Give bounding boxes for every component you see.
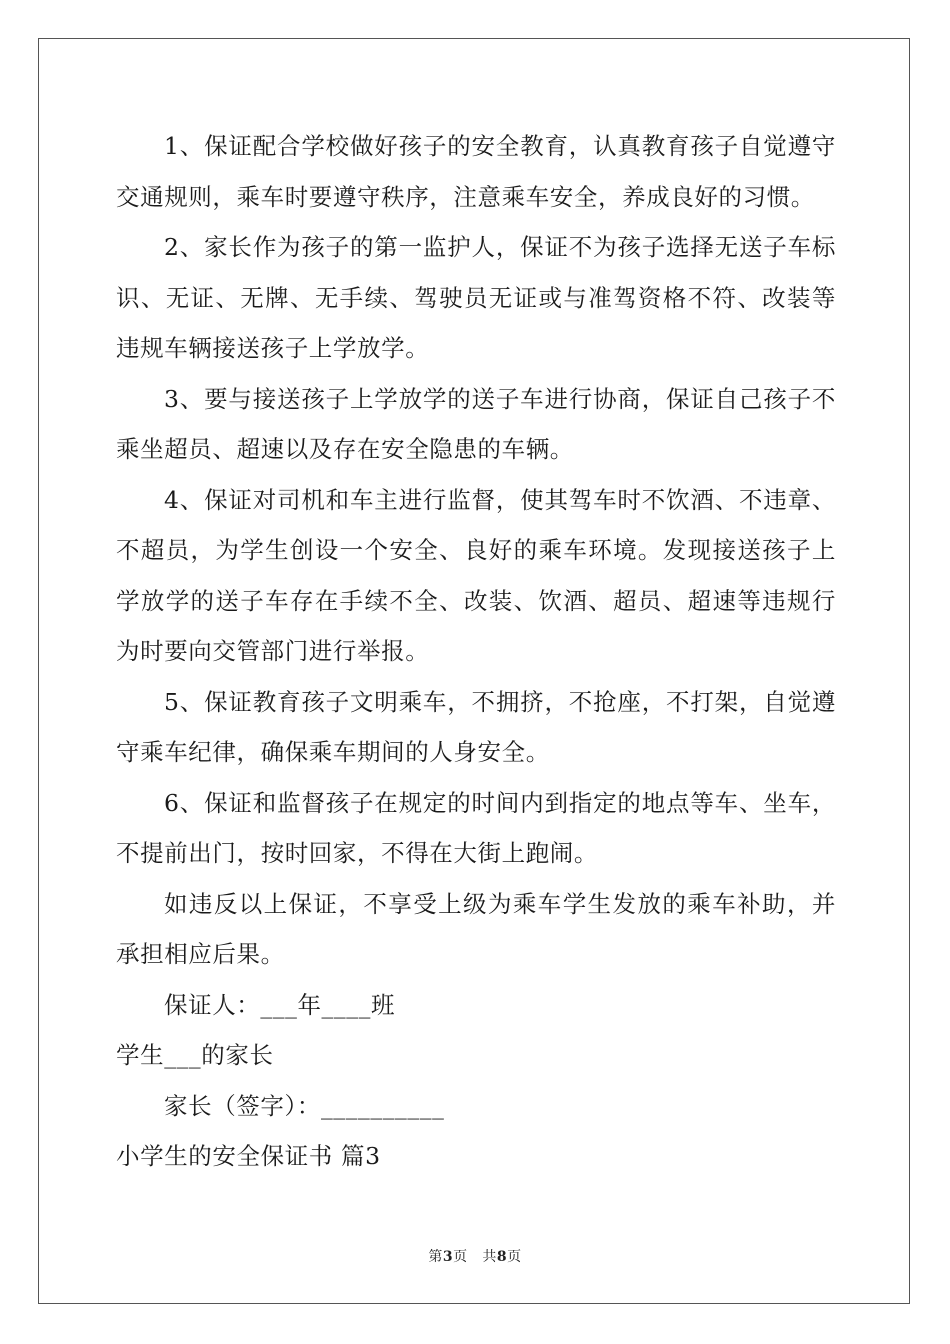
page-unit: 页 — [453, 1249, 468, 1265]
total-prefix: 共 — [482, 1249, 497, 1265]
parent-signature-line: 家长（签字）：__________ — [164, 1091, 445, 1120]
page-prefix: 第 — [428, 1249, 443, 1265]
paragraph-2: 2、家长作为孩子的第一监护人，保证不为孩子选择无送子车标识、无证、无牌、无手续、驾驶员无证或与准驾资格不符、改装等违规车辆接送孩子上学放学。 — [116, 233, 836, 362]
section-heading: 小学生的安全保证书 篇3 — [116, 1142, 381, 1170]
paragraph-3: 3、要与接送孩子上学放学的送子车进行协商，保证自己孩子不乘坐超员、超速以及存在安全隐患的车辆。 — [116, 384, 836, 463]
paragraph-violation: 如违反以上保证，不享受上级为乘车学生发放的乘车补助，并承担相应后果。 — [116, 889, 836, 968]
total-unit: 页 — [507, 1249, 522, 1265]
guarantor-line: 保证人：___年____班 — [164, 990, 396, 1019]
page-current: 3 — [442, 1249, 454, 1265]
student-parent-line: 学生___的家长 — [116, 1041, 274, 1069]
page-footer — [0, 1246, 950, 1266]
page-total: 8 — [496, 1249, 508, 1265]
document-body — [116, 121, 836, 1182]
paragraph-1: 1、保证配合学校做好孩子的安全教育，认真教育孩子自觉遵守交通规则，乘车时要遵守秩序，注意乘车安全，养成良好的习惯。 — [116, 132, 836, 211]
paragraph-4: 4、保证对司机和车主进行监督，使其驾车时不饮酒、不违章、不超员，为学生创设一个安全、良好的乘车环境。发现接送孩子上学放学的送子车存在手续不全、改装、饮酒、超员、超速等违规行为时要向交管部门进行举报。 — [116, 485, 836, 665]
paragraph-5: 5、保证教育孩子文明乘车，不拥挤，不抢座，不打架，自觉遵守乘车纪律，确保乘车期间的人身安全。 — [116, 687, 836, 766]
paragraph-6: 6、保证和监督孩子在规定的时间内到指定的地点等车、坐车，不提前出门，按时回家，不得在大街上跑闹。 — [116, 788, 836, 867]
